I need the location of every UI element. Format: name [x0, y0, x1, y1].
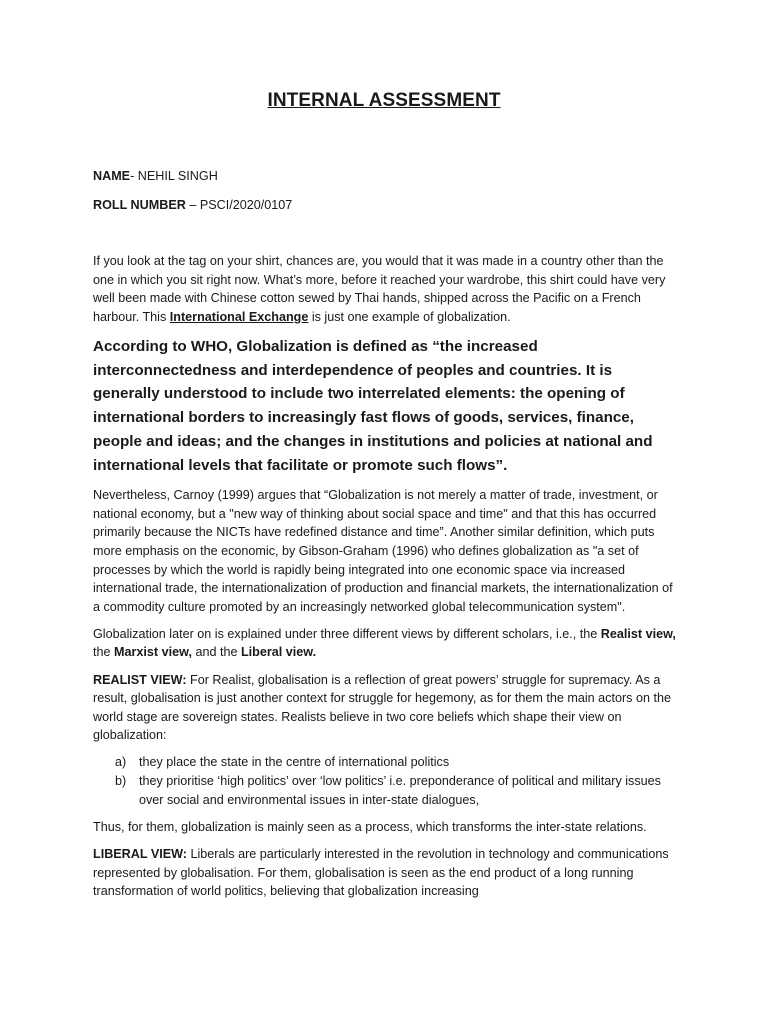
liberal-paragraph — [93, 845, 678, 901]
name-value: - NEHIL SINGH — [130, 169, 218, 183]
intro-text-start: If you look at the tag on your shirt, chances are, you would that it was made in a country other than the one in which you sit right now. What’s more, before it reached your wardrobe, this shirt could have very well been made with Chinese cotton sewed by Thai hands, shipped across the Pacific on a French harbour. This — [93, 254, 666, 324]
liberal-label: LIBERAL VIEW: — [93, 847, 187, 862]
list-item — [93, 753, 678, 772]
intro-paragraph — [93, 252, 678, 326]
views-paragraph — [93, 625, 678, 662]
intro-text-end: is just one example of globalization. — [308, 309, 511, 324]
realist-beliefs-list — [93, 753, 678, 809]
roll-number-label: ROLL NUMBER — [93, 198, 186, 212]
realist-paragraph — [93, 671, 678, 745]
name-label: NAME — [93, 169, 131, 183]
views-text-c: and the — [191, 645, 241, 660]
realist-view-term: Realist view, — [600, 626, 676, 641]
document-title: INTERNAL ASSESSMENT — [267, 90, 501, 111]
list-item — [93, 772, 678, 809]
name-field — [93, 169, 218, 183]
who-definition: According to WHO, Globalization is defined as “the increased interconnectedness and interdependence of peoples and countries. It is generally understood to include two interrelated elements: the opening of international borders to increasingly fast flows of goods, services, finance, people and ideas; and the changes in institutions and policies at national and international levels that facilitate or promote such flows”. — [93, 337, 653, 474]
document-body — [93, 252, 678, 910]
thus-paragraph: Thus, for them, globalization is mainly seen as a process, which transforms the inter-state relations. — [93, 820, 647, 835]
realist-label: REALIST VIEW: — [93, 672, 187, 687]
international-exchange-link[interactable]: International Exchange — [169, 309, 309, 324]
list-item-text: they prioritise ‘high politics’ over ‘low politics’ i.e. preponderance of political and military issues over social and environmental issues in inter-state dialogues, — [139, 773, 661, 807]
marxist-view-term: Marxist view, — [114, 645, 192, 660]
roll-number-field — [93, 198, 292, 212]
carnoy-paragraph: Nevertheless, Carnoy (1999) argues that “Globalization is not merely a matter of trade, investment, or national economy, but a "new way of thinking about social space and time" and that this has occurred primarily because the NICTs have redefined distance and time”. Another similar definition, which puts more emphasis on the economic, by Gibson-Graham (1996) who defines globalization as "a set of processes by which the world is rapidly being integrated into one economic space via increased international trade, the internationalization of production and financial markets, the internationalization of a commodity culture promoted by an increasingly networked global telecommunication system". — [93, 488, 673, 614]
realist-text: For Realist, globalisation is a reflection of great powers’ struggle for supremacy. As a result, globalisation is just another context for struggle for hegemony, as for them the main actors on the world stage are sovereign states. Realists believe in two core beliefs which shape their view on globalization: — [93, 672, 671, 743]
views-text-b: the — [93, 645, 115, 660]
views-text-a: Globalization later on is explained under three different views by different scholars, i.e., the — [93, 626, 601, 641]
liberal-view-term: Liberal view. — [240, 645, 317, 660]
list-item-text: they place the state in the centre of international politics — [139, 755, 450, 770]
list-marker: b) — [115, 773, 127, 788]
liberal-text: Liberals are particularly interested in the revolution in technology and communications represented by globalisation. For them, globalisation is seen as the end product of a long running transformation of world politics, believing that globalization increasing — [93, 847, 669, 899]
roll-number-value: – PSCI/2020/0107 — [185, 198, 293, 212]
list-marker: a) — [115, 755, 127, 770]
